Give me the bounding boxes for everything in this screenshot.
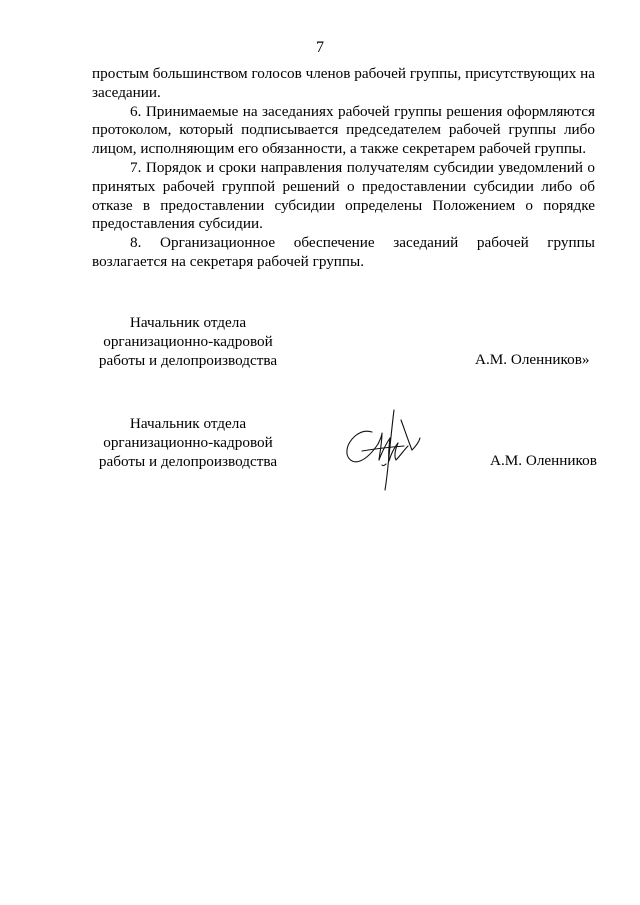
signatory-title-1 — [93, 314, 283, 370]
signatory-title-line: Начальник отдела — [129, 314, 247, 331]
signatory-title-2 — [93, 415, 283, 471]
signatory-name-2: А.М. Оленников — [490, 452, 597, 469]
document-body — [92, 65, 595, 272]
paragraph-continuation: простым большинством голосов членов рабочей группы, присутствующих на заседании. — [92, 65, 595, 101]
paragraph-8-continuation: возлагается на секретаря рабочей группы. — [92, 252, 365, 270]
paragraph-8: 8. Организационное обеспечение заседаний рабочей группы — [130, 234, 595, 252]
paragraph-6: 6. Принимаемые на заседаниях рабочей группы решения оформляются протоколом, который подписывается председателем рабочей группы либо лицом, исполняющим его обязанности, а также секретарем рабочей группы. — [92, 102, 595, 158]
signatory-name-1: А.М. Оленников» — [475, 351, 590, 368]
signatory-title-line: организационно-кадровой — [103, 433, 273, 451]
signatory-title-line: работы и делопроизводства — [98, 452, 278, 470]
signatory-title-line: организационно-кадровой — [103, 332, 273, 350]
page-number: 7 — [316, 39, 324, 56]
signatory-title-line: Начальник отдела — [129, 415, 247, 432]
paragraph-7: 7. Порядок и сроки направления получателям субсидии уведомлений о принятых рабочей группой решений о предоставлении субсидии либо об отказе в предоставлении субсидии определены Положением о порядке предоставления субсидии. — [92, 158, 595, 233]
handwritten-signature — [338, 406, 428, 496]
signatory-title-line: работы и делопроизводства — [98, 351, 278, 369]
